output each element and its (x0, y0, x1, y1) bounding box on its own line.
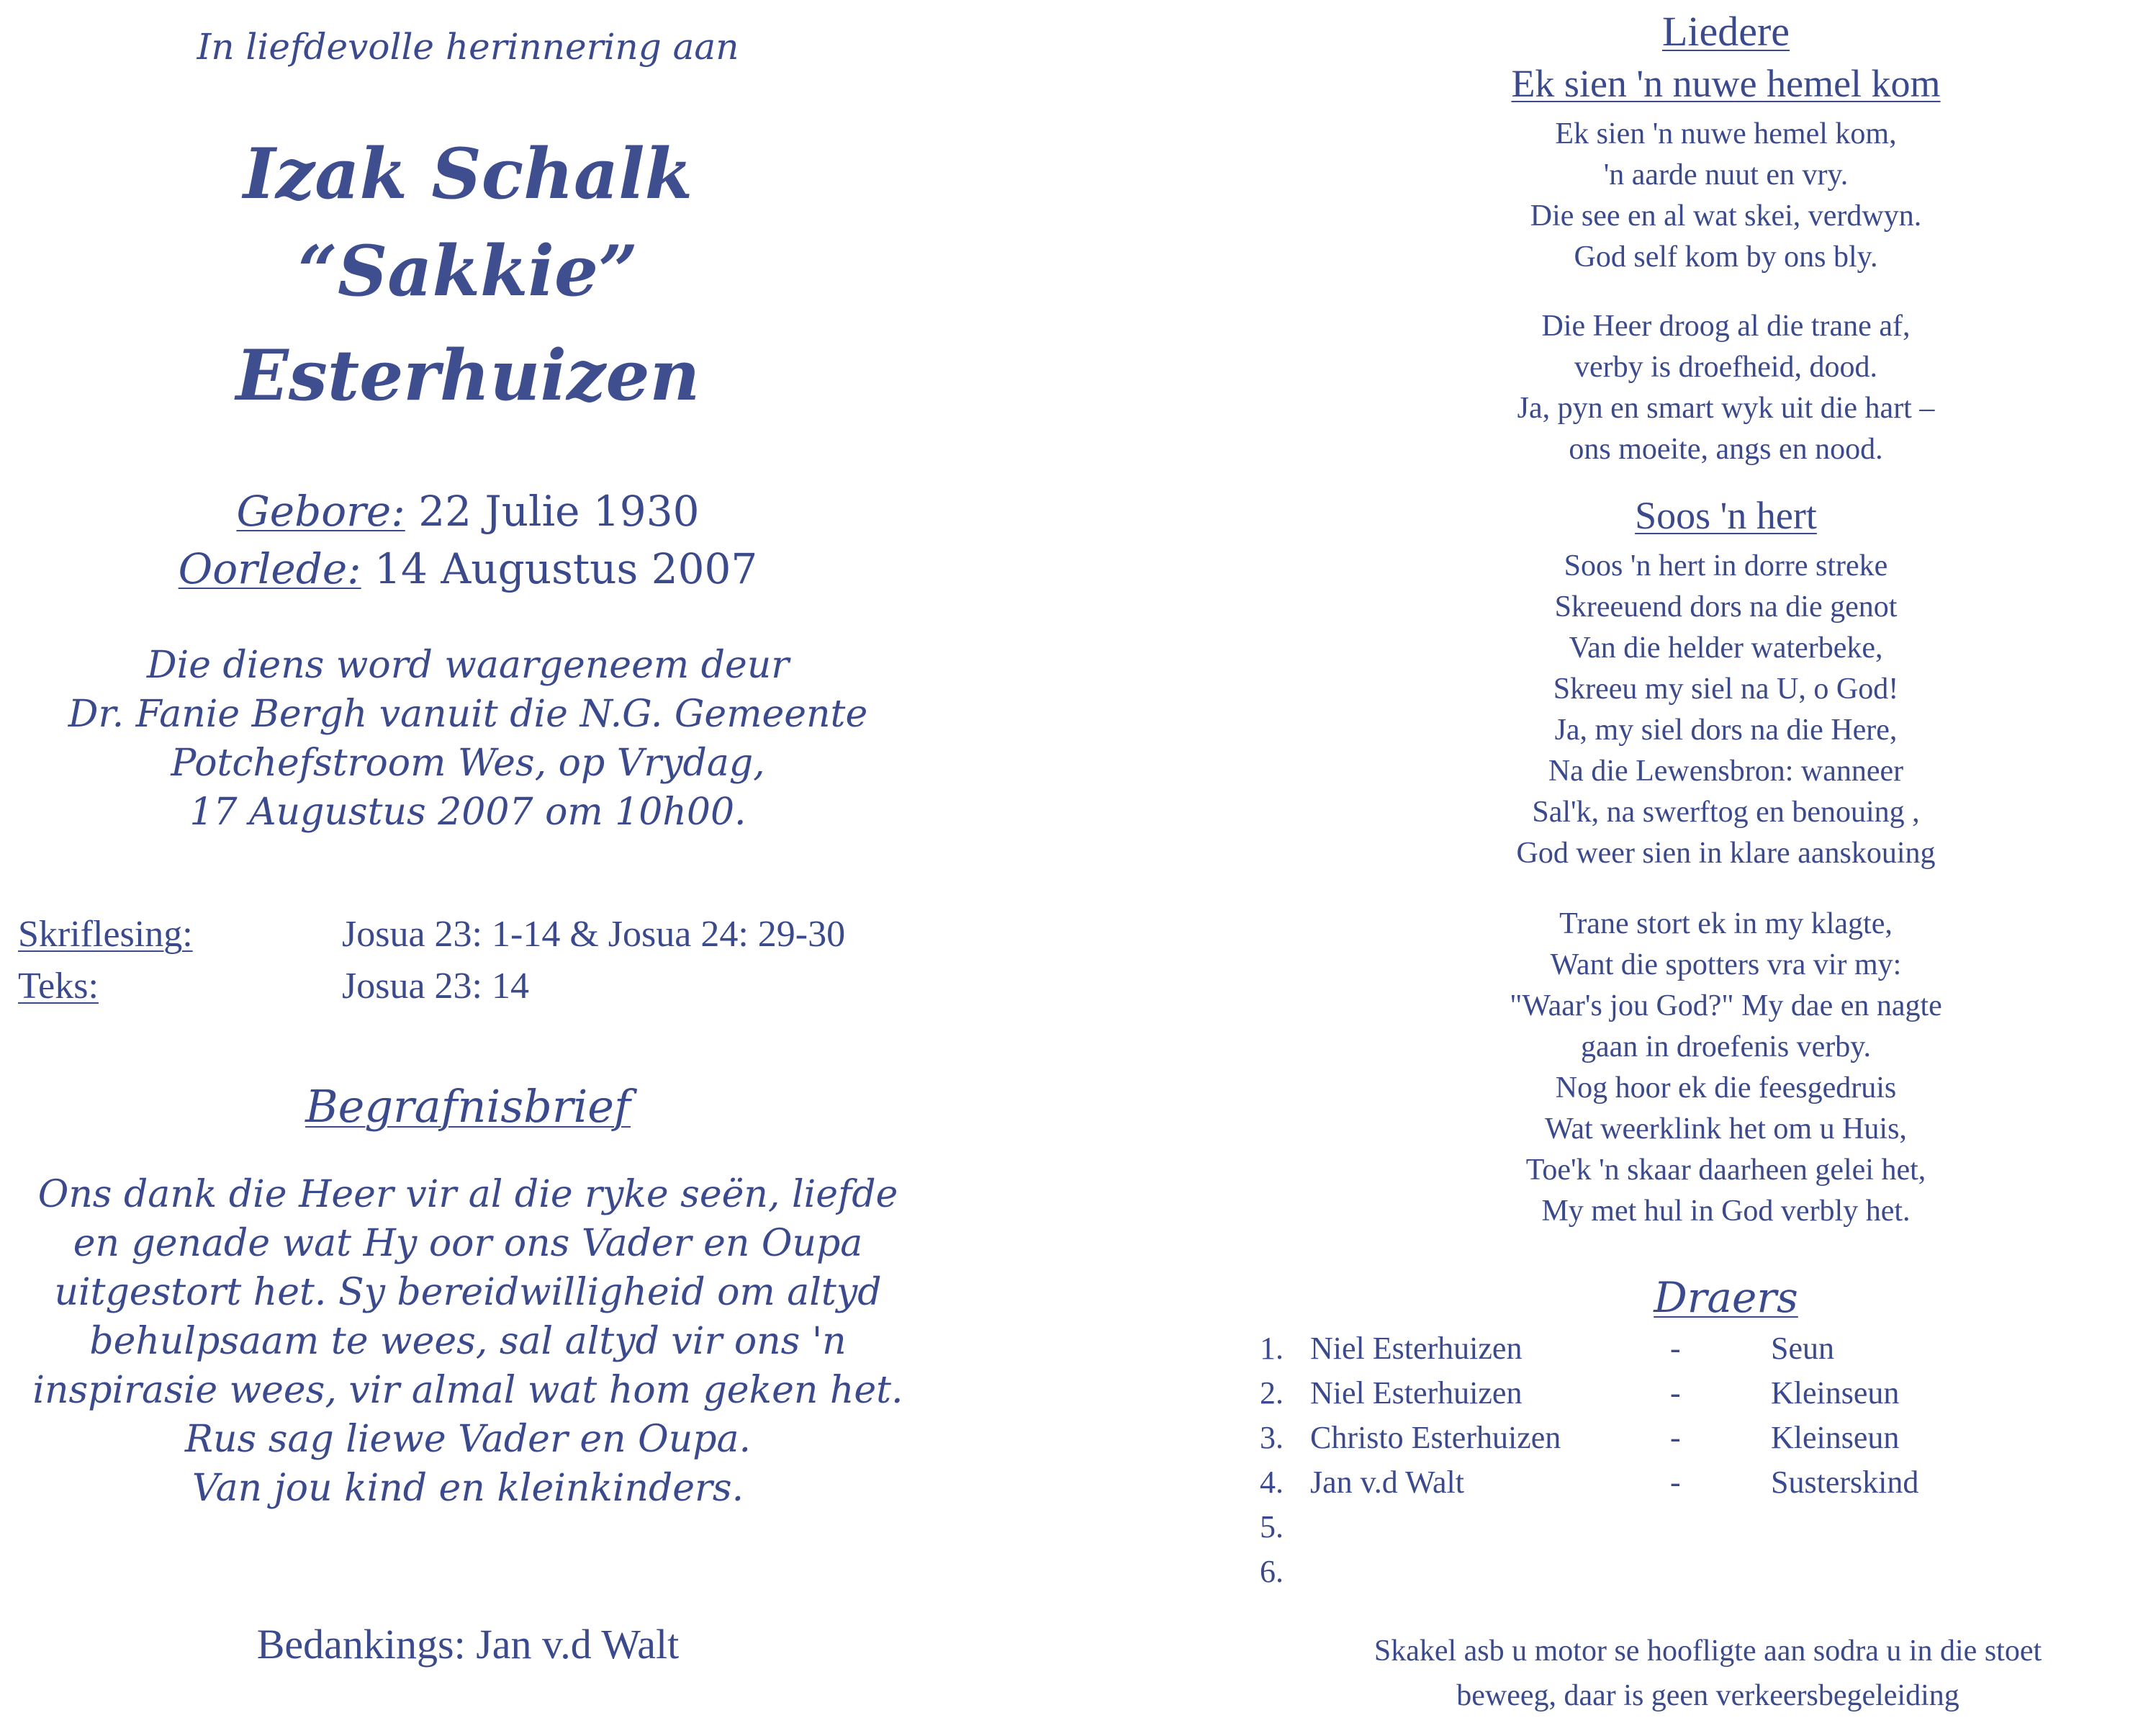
pallbearer-name: Christo Esterhuizen (1310, 1420, 1561, 1455)
verse-line: Wat weerklink het om u Huis, (1545, 1112, 1907, 1146)
letter-line: Van jou kind en kleinkinders. (191, 1467, 744, 1510)
verse-line: Toe'k 'n skaar daarheen gelei het, (1525, 1153, 1926, 1187)
verse-line: Sal'k, na swerftog en benouing , (1532, 796, 1920, 829)
pallbearer-relation (1771, 1550, 1987, 1594)
notice-line: beweeg, daar is geen verkeersbegeleiding (1456, 1679, 1959, 1712)
deceased-surname: Esterhuizen (235, 335, 700, 416)
pallbearer-row (1260, 1505, 1987, 1550)
letter-line: uitgestort het. Sy bereidwilligheid om altyd (54, 1271, 882, 1314)
pallbearer-name: Niel Esterhuizen (1310, 1375, 1523, 1411)
born-date: 22 Julie 1930 (418, 487, 700, 536)
service-line: Potchefstroom Wes, op Vrydag, (171, 742, 765, 785)
service-line: Dr. Fanie Bergh vanuit die N.G. Gemeente (68, 693, 868, 736)
deceased-nickname: “Sakkie” (297, 230, 639, 312)
song2-verse1 (1296, 546, 2156, 874)
reading-row (18, 909, 845, 961)
pallbearer-relation: Kleinseun (1771, 1375, 1900, 1411)
pallbearer-relation: Susterskind (1771, 1465, 1919, 1500)
letter-line: Ons dank die Heer vir al die ryke seën, liefde (37, 1173, 898, 1216)
pallbearer-number: 3. (1260, 1420, 1284, 1455)
pallbearer-dash: - (1670, 1420, 1681, 1455)
verse-line: Ek sien 'n nuwe hemel kom, (1555, 117, 1897, 150)
song1-verse2 (1296, 306, 2156, 470)
deceased-name-line1: Izak Schalk (243, 133, 693, 215)
pallbearer-dash: - (1670, 1375, 1681, 1411)
pallbearer-relation: Kleinseun (1771, 1420, 1900, 1455)
pallbearer-number: 5. (1260, 1509, 1284, 1544)
verse-line: Ja, pyn en smart wyk uit die hart – (1517, 392, 1935, 425)
reading-value: Josua 23: 1-14 & Josua 24: 29-30 (342, 914, 846, 955)
letter-line: behulpsaam te wees, sal altyd vir ons 'n (89, 1320, 847, 1363)
pallbearer-dash: - (1670, 1465, 1681, 1500)
service-line: Die diens word waargeneem deur (146, 644, 790, 687)
text-row (18, 961, 845, 1012)
song2-verse2 (1296, 904, 2156, 1232)
verse-line: verby is droefheid, dood. (1574, 351, 1878, 384)
song2-title: Soos 'n hert (1635, 494, 1817, 537)
text-value: Josua 23: 14 (342, 966, 529, 1007)
verse-line: ons moeite, angs en nood. (1569, 433, 1883, 466)
service-line: 17 Augustus 2007 om 10h00. (189, 791, 747, 834)
died-row (0, 540, 936, 598)
acknowledgements: Bedankings: Jan v.d Walt (256, 1621, 680, 1668)
pallbearer-relation (1771, 1505, 1987, 1550)
pallbearer-number: 4. (1260, 1465, 1284, 1500)
pallbearer-dash (1670, 1505, 1771, 1550)
service-details (0, 641, 936, 837)
pallbearer-name (1310, 1550, 1670, 1594)
died-label: Oorlede: (178, 544, 361, 593)
verse-line: Trane stort ek in my klagte, (1559, 907, 1893, 940)
funeral-letter-body (0, 1170, 936, 1513)
funeral-letter-title: Begrafnisbrief (305, 1080, 631, 1133)
died-date: 14 Augustus 2007 (374, 544, 758, 593)
pallbearer-number: 1. (1260, 1331, 1284, 1366)
pallbearer-number: 2. (1260, 1375, 1284, 1411)
verse-line: gaan in droefenis verby. (1580, 1030, 1872, 1063)
life-dates (0, 482, 936, 598)
left-page (0, 0, 936, 1714)
verse-line: Na die Lewensbron: wanneer (1548, 755, 1904, 788)
pallbearer-dash (1670, 1550, 1771, 1594)
verse-line: Ja, my siel dors na die Here, (1554, 714, 1898, 747)
verse-line: Die Heer droog al die trane af, (1541, 310, 1911, 343)
song1-title: Ek sien 'n nuwe hemel kom (1511, 62, 1941, 105)
songs-title: Liedere (1661, 8, 1790, 55)
song1-verse1 (1296, 114, 2156, 278)
notice-line: Skakel asb u motor se hoofligte aan sodra u in die stoet (1374, 1634, 2042, 1668)
born-label: Gebore: (236, 487, 405, 536)
verse-line: Want die spotters vra vir my: (1550, 948, 1902, 981)
right-page (1260, 0, 2156, 1714)
pallbearer-row (1260, 1326, 1987, 1371)
verse-line: Skreeuend dors na die genot (1554, 590, 1898, 624)
pallbearer-number: 6. (1260, 1554, 1284, 1589)
reading-label: Skriflesing: (18, 914, 193, 955)
verse-line: Van die helder waterbeke, (1569, 631, 1883, 665)
pallbearer-row (1260, 1371, 1987, 1416)
verse-line: Skreeu my siel na U, o God! (1553, 673, 1899, 706)
verse-line: 'n aarde nuut en vry. (1603, 158, 1849, 192)
verse-line: God weer sien in klare aanskouing (1516, 837, 1936, 870)
pallbearer-name: Niel Esterhuizen (1310, 1331, 1523, 1366)
pallbearer-name (1310, 1505, 1670, 1550)
verse-line: Soos 'n hert in dorre streke (1564, 549, 1888, 583)
memorial-intro: In liefdevolle herinnering aan (197, 26, 739, 68)
procession-notice (1260, 1629, 2156, 1718)
verse-line: "Waar's jou God?" My dae en nagte (1510, 989, 1942, 1022)
pallbearer-row (1260, 1460, 1987, 1505)
letter-line: en genade wat Hy oor ons Vader en Oupa (73, 1222, 863, 1265)
pallbearer-row (1260, 1416, 1987, 1460)
verse-line: Die see en al wat skei, verdwyn. (1530, 199, 1922, 233)
pallbearer-row (1260, 1550, 1987, 1594)
letter-line: inspirasie wees, vir almal wat hom geken het. (32, 1369, 903, 1412)
pallbearer-relation: Seun (1771, 1331, 1834, 1366)
scripture-readings (18, 909, 845, 1012)
pallbearers-list (1260, 1326, 1987, 1594)
letter-line: Rus sag liewe Vader en Oupa. (184, 1418, 752, 1461)
verse-line: Nog hoor ek die feesgedruis (1555, 1071, 1897, 1105)
text-label: Teks: (18, 966, 99, 1007)
verse-line: God self kom by ons bly. (1574, 240, 1878, 274)
pallbearer-dash: - (1670, 1331, 1681, 1366)
pallbearers-title: Draers (1654, 1273, 1798, 1322)
pallbearer-name: Jan v.d Walt (1310, 1465, 1464, 1500)
born-row (0, 482, 936, 540)
verse-line: My met hul in God verbly het. (1541, 1195, 1911, 1228)
